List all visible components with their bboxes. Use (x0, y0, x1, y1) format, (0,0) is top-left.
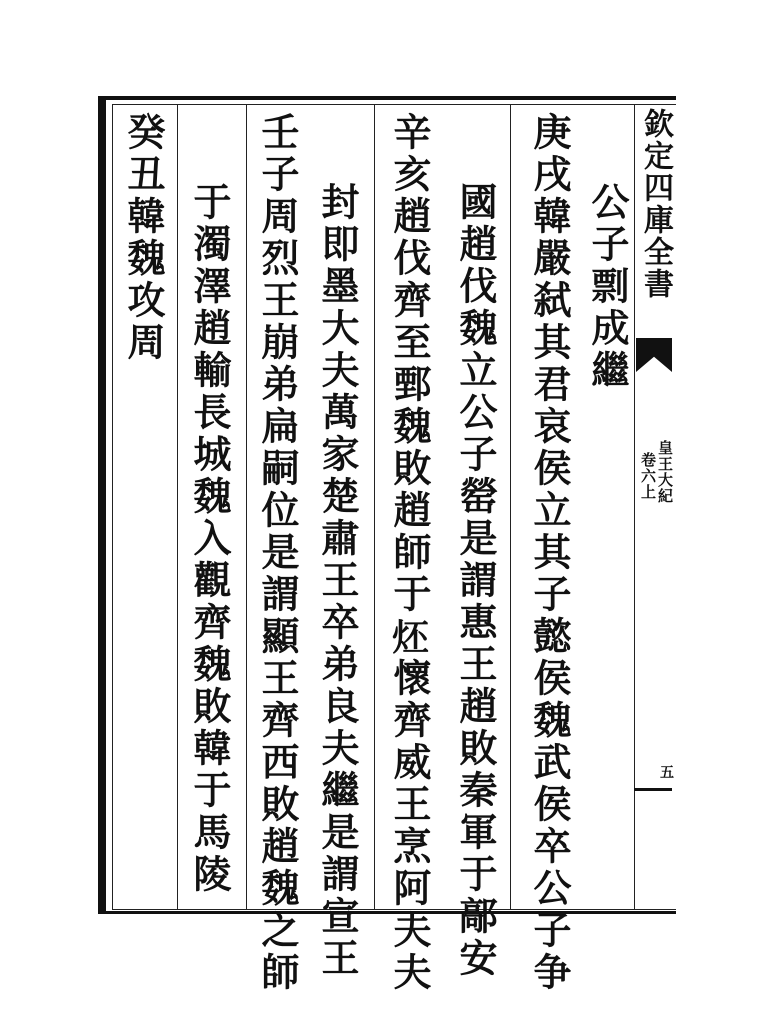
margin-volume: 卷六上 (639, 452, 657, 500)
text-column-2: 國趙伐魏立公子罃是謂惠王趙敗秦軍于鄗安 (453, 182, 498, 980)
text-column-6: 壬子周烈王崩弟扁嗣位是謂顯王齊西敗趙魏之師 (255, 112, 300, 994)
book-title: 欽定四庫全書 (638, 108, 673, 300)
column-rule (246, 104, 247, 910)
margin-bottom-rule (634, 788, 672, 791)
column-rule (510, 104, 511, 910)
text-column-3: 公子剽成繼 (585, 182, 630, 392)
text-column-8: 癸丑韓魏攻周 (121, 112, 166, 364)
margin-top-rule (634, 96, 672, 100)
margin-book-name: 皇王大紀 (656, 440, 674, 504)
column-rule (177, 104, 178, 910)
column-rule (374, 104, 375, 910)
text-column-4: 辛亥趙伐齊至鄄魏敗趙師于𤇨懷齊威王烹阿夫夫 (387, 112, 432, 994)
page-number: 五 (660, 765, 674, 781)
text-column-7: 于濁澤趙輸長城魏入觀齊魏敗韓于馬陵 (187, 182, 232, 896)
text-column-1: 庚戌韓嚴弑其君哀侯立其子懿侯魏武侯卒公子争 (527, 112, 572, 994)
text-column-5: 封即墨大夫萬家楚肅王卒弟良夫繼是謂宣王 (315, 182, 360, 980)
